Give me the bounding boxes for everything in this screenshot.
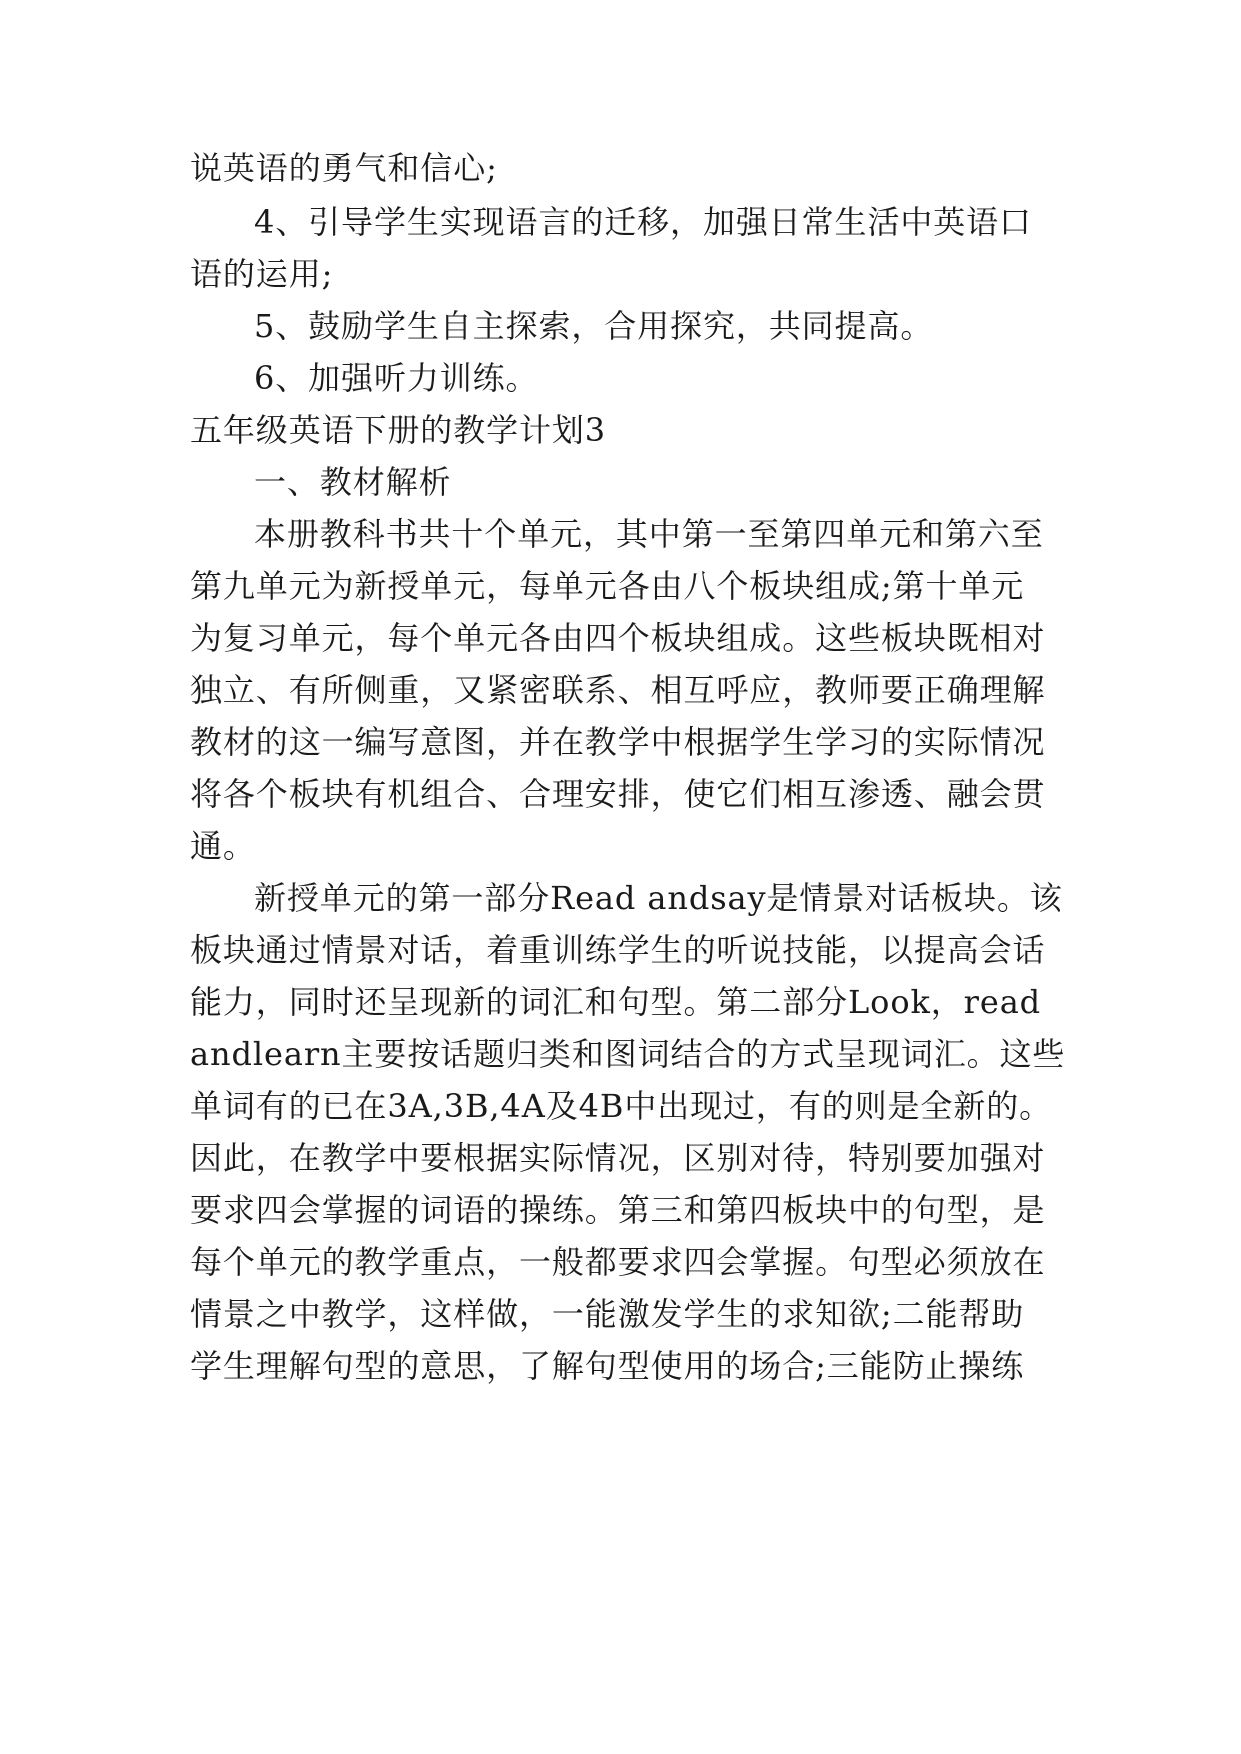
paragraph-line: 单词有的已在3A,3B,4A及4B中出现过，有的则是全新的。 [190, 1087, 1053, 1125]
subsection-heading: 一、教材解析 [254, 463, 452, 501]
section-title: 五年级英语下册的教学计划3 [190, 411, 607, 449]
paragraph-line: 情景之中教学，这样做，一能激发学生的求知欲;二能帮助 [190, 1295, 1025, 1333]
paragraph-line: 将各个板块有机组合、合理安排，使它们相互渗透、融会贯 [190, 775, 1046, 813]
paragraph-line: 说英语的勇气和信心; [190, 149, 498, 187]
paragraph-line: 学生理解句型的意思，了解句型使用的场合;三能防止操练 [190, 1347, 1025, 1385]
paragraph-line: 独立、有所侧重，又紧密联系、相互呼应，教师要正确理解 [190, 671, 1046, 709]
paragraph-line: 要求四会掌握的词语的操练。第三和第四板块中的句型，是 [190, 1191, 1046, 1229]
paragraph-line: 教材的这一编写意图，并在教学中根据学生学习的实际情况 [190, 723, 1046, 761]
paragraph-line: 因此，在教学中要根据实际情况，区别对待，特别要加强对 [190, 1139, 1046, 1177]
paragraph-line: 通。 [190, 827, 256, 865]
paragraph-line: 语的运用; [190, 255, 334, 293]
list-item-5: 5、鼓励学生自主探索，合用探究，共同提高。 [254, 307, 934, 345]
paragraph-line: 能力，同时还呈现新的词汇和句型。第二部分Look，read [190, 983, 1042, 1021]
paragraph-line: 板块通过情景对话，着重训练学生的听说技能，以提高会话 [190, 931, 1046, 969]
paragraph-line: 本册教科书共十个单元，其中第一至第四单元和第六至 [254, 515, 1044, 553]
paragraph-line: 为复习单元，每个单元各由四个板块组成。这些板块既相对 [190, 619, 1046, 657]
paragraph-line: 每个单元的教学重点，一般都要求四会掌握。句型必须放在 [190, 1243, 1046, 1281]
paragraph-line: andlearn主要按话题归类和图词结合的方式呈现词汇。这些 [190, 1035, 1066, 1073]
paragraph-line: 新授单元的第一部分Read andsay是情景对话板块。该 [254, 879, 1063, 917]
paragraph-line: 第九单元为新授单元，每单元各由八个板块组成;第十单元 [190, 567, 1025, 605]
list-item-6: 6、加强听力训练。 [254, 359, 539, 397]
list-item-4: 4、引导学生实现语言的迁移，加强日常生活中英语口 [254, 203, 1032, 241]
